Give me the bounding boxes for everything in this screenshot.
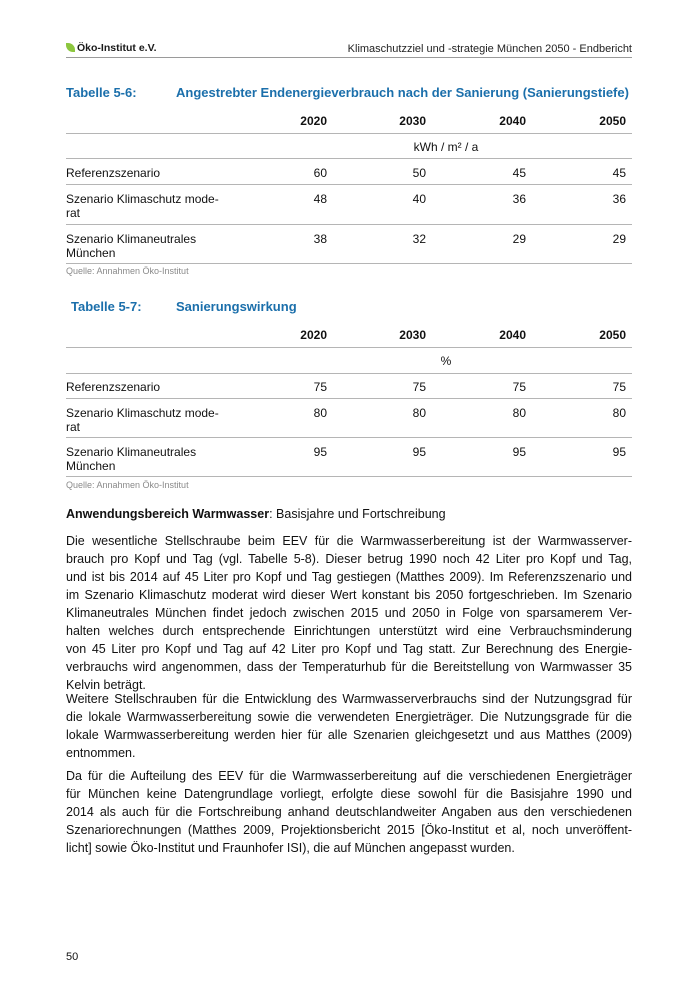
cell-value: 75	[412, 380, 426, 394]
cell-value: 36	[512, 192, 526, 206]
unit-label: kWh / m² / a	[413, 140, 479, 154]
header-title: Klimaschutzziel und -strategie München 2050 - Endbericht	[347, 43, 632, 55]
year-2020: 2020	[300, 328, 327, 342]
cell-value: 75	[612, 380, 626, 394]
table2-source: Quelle: Annahmen Öko-Institut	[66, 480, 189, 490]
table-row	[66, 159, 632, 185]
year-2040: 2040	[499, 114, 526, 128]
unit-label: %	[440, 354, 452, 368]
cell-value: 40	[412, 192, 426, 206]
cell-value: 48	[313, 192, 327, 206]
row-label: Szenario Klimaneutrales München	[66, 445, 197, 473]
cell-value: 80	[313, 406, 327, 420]
year-2030: 2030	[399, 328, 426, 342]
year-2050: 2050	[599, 114, 626, 128]
cell-value: 36	[612, 192, 626, 206]
cell-value: 80	[412, 406, 426, 420]
row-label: Referenzszenario	[66, 166, 161, 180]
table1-title: Angestrebter Endenergieverbrauch nach der Sanierung (Sanierungstiefe)	[176, 85, 629, 100]
cell-value: 38	[313, 232, 327, 246]
table-row	[66, 185, 632, 225]
year-2040: 2040	[499, 328, 526, 342]
row-label: Szenario Klimaschutz mode- rat	[66, 406, 219, 434]
row-label: Referenzszenario	[66, 380, 161, 394]
cell-value: 75	[313, 380, 327, 394]
table2-title: Sanierungswirkung	[176, 299, 297, 314]
cell-value: 80	[612, 406, 626, 420]
cell-value: 75	[512, 380, 526, 394]
table1-label: Tabelle 5-6:	[66, 85, 137, 100]
cell-value: 32	[412, 232, 426, 246]
table1	[66, 112, 632, 264]
page-header	[66, 40, 632, 58]
cell-value: 95	[512, 445, 526, 459]
logo-text: Öko-Institut e.V.	[77, 42, 157, 54]
cell-value: 29	[512, 232, 526, 246]
row-label: Szenario Klimaneutrales München	[66, 232, 197, 260]
table-row	[66, 374, 632, 399]
table-row	[66, 225, 632, 264]
table2-unit-row	[66, 348, 632, 374]
year-2050: 2050	[599, 328, 626, 342]
table-row	[66, 399, 632, 438]
table2-label: Tabelle 5-7:	[71, 299, 142, 314]
row-label: Szenario Klimaschutz mode- rat	[66, 192, 219, 220]
cell-value: 29	[612, 232, 626, 246]
year-2030: 2030	[399, 114, 426, 128]
paragraph-1: Die wesentliche Stellschraube beim EEV für die Warmwasserbereitung ist der Warmwasserver- brauch pro Kopf und Tag (vgl. Tabelle 5-8). Dieser betrug 1990 noch 42 Liter pro Kopf und Tag, und ist bis 2014 auf 45 Liter pro Kopf und Tag gestiegen (Matthes 2009). Im Referenzszenario und im Szenario Klimaschutz moderat wird dieser Wert konstant bis 2050 fortgeschrieben. Im Szenario Klimaneutrales München findet jedoch zwischen 2015 und 2050 in Folge von sparsamerem Ver- halten welches durch entsprechende Einrichtungen unterstützt wird eine Verbrauchsminderung von 45 Liter pro Kopf und Tag auf 42 Liter pro Kopf und Tag statt. Zur Berechnung des Energie- verbrauchs wird angenommen, dass der Temperaturhub für die Bereitstellung von Warmwasser 35 Kelvin beträgt.	[66, 534, 632, 692]
cell-value: 45	[512, 166, 526, 180]
logo	[66, 42, 157, 54]
paragraph-2: Weitere Stellschrauben für die Entwicklung des Warmwasserverbrauchs sind der Nutzungsgrad für die lokale Warmwasserbereitung sowie die verwendeten Energieträger. Die Nutzungsgrade für die lokale Warmwasserbereitung werden hier für alle Szenarien gleichgesetzt und aus Matthes (2009) entnommen.	[66, 692, 632, 760]
cell-value: 95	[412, 445, 426, 459]
year-2020: 2020	[300, 114, 327, 128]
table1-source: Quelle: Annahmen Öko-Institut	[66, 266, 189, 276]
table2-header-row	[66, 326, 632, 348]
cell-value: 60	[313, 166, 327, 180]
cell-value: 95	[612, 445, 626, 459]
section-heading: Anwendungsbereich Warmwasser: Basisjahre und Fortschreibung	[66, 507, 446, 521]
table1-header-row	[66, 112, 632, 134]
cell-value: 45	[612, 166, 626, 180]
table1-unit-row	[66, 134, 632, 159]
table-row	[66, 438, 632, 477]
paragraph-3: Da für die Aufteilung des EEV für die Warmwasserbereitung auf die verschiedenen Energieträger für München keine Datengrundlage vorliegt, erfolgte diese sowohl für die Basisjahre 1990 und 2014 als auch für die Fortschreibung anhand deutschlandweiter Angaben aus den verschiedenen Szenariorechnungen (Matthes 2009, Projektionsbericht 2015 [Öko-Institut et al, noch unveröffent- licht] sowie Öko-Institut und Fraunhofer ISI), die auf München angepasst wurden.	[66, 769, 632, 855]
cell-value: 95	[313, 445, 327, 459]
cell-value: 80	[512, 406, 526, 420]
cell-value: 50	[412, 166, 426, 180]
table2	[66, 326, 632, 477]
leaf-icon	[66, 43, 75, 52]
page-number: 50	[66, 951, 79, 963]
